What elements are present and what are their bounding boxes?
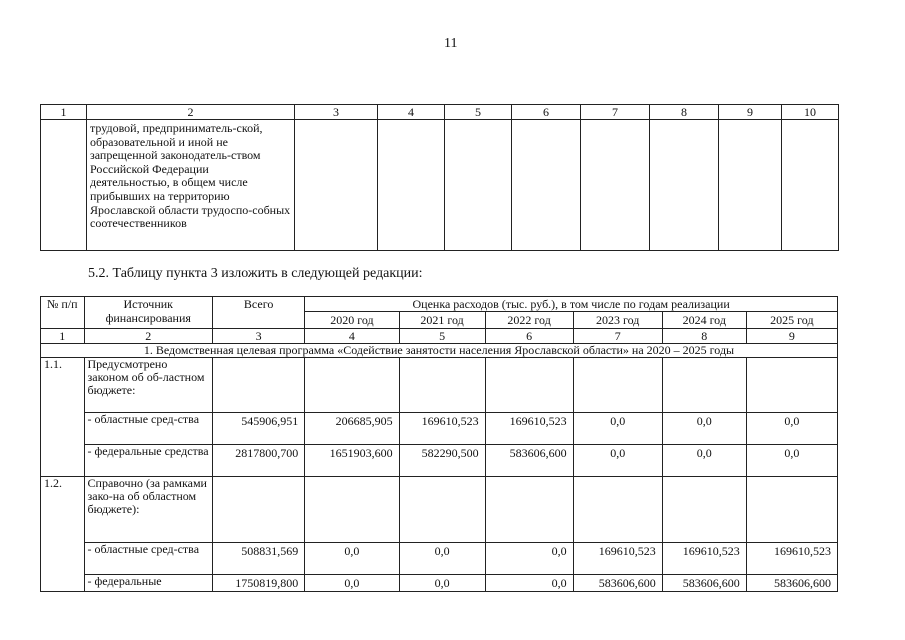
financing-table — [40, 296, 838, 592]
col-number: 8 — [650, 105, 719, 120]
year-header: 2023 год — [573, 312, 662, 329]
value-cell: 583606,600 — [662, 575, 746, 592]
header-source: Источник финансирования — [84, 297, 213, 329]
col-number: 1 — [41, 105, 87, 120]
value-cell: 169610,523 — [399, 413, 485, 445]
group-title: Предусмотрено законом об об-ластном бюджете: — [84, 358, 213, 413]
col-number: 4 — [305, 329, 399, 344]
value-cell: 169610,523 — [662, 543, 746, 575]
group-title: Справочно (за рамками зако-на об областном бюджете): — [84, 477, 213, 543]
col-number: 7 — [573, 329, 662, 344]
row-label: - федеральные — [84, 575, 213, 592]
col-number: 9 — [746, 329, 837, 344]
value-cell: 0,0 — [399, 543, 485, 575]
col-number: 3 — [295, 105, 378, 120]
header-total: Всего — [213, 297, 305, 329]
value-cell: 0,0 — [746, 413, 837, 445]
value-cell: 0,0 — [399, 575, 485, 592]
header-num: № п/п — [41, 297, 85, 329]
col-number: 4 — [378, 105, 445, 120]
page-number: 11 — [444, 36, 458, 51]
value-cell: 0,0 — [573, 413, 662, 445]
value-cell: 583606,600 — [573, 575, 662, 592]
year-header: 2024 год — [662, 312, 746, 329]
col-number: 2 — [84, 329, 213, 344]
col-number: 10 — [782, 105, 839, 120]
col-number: 5 — [399, 329, 485, 344]
col-number: 5 — [445, 105, 512, 120]
year-header: 2022 год — [485, 312, 573, 329]
table-row — [41, 575, 838, 592]
row-total: 508831,569 — [213, 543, 305, 575]
value-cell: 583606,600 — [746, 575, 837, 592]
value-cell: 0,0 — [746, 445, 837, 477]
group-number: 1.2. — [41, 477, 85, 592]
value-cell: 169610,523 — [573, 543, 662, 575]
value-cell: 1651903,600 — [305, 445, 399, 477]
col-number: 6 — [512, 105, 581, 120]
group-number: 1.1. — [41, 358, 85, 477]
section-title: 1. Ведомственная целевая программа «Содействие занятости населения Ярославской области» на 2020 – 2025 годы — [41, 344, 838, 358]
value-cell: 206685,905 — [305, 413, 399, 445]
col-number: 6 — [485, 329, 573, 344]
value-cell: 582290,500 — [399, 445, 485, 477]
col-number: 9 — [719, 105, 782, 120]
year-header: 2021 год — [399, 312, 485, 329]
row-label: - федеральные средства — [84, 445, 213, 477]
value-cell: 169610,523 — [746, 543, 837, 575]
table-row — [41, 543, 838, 575]
column-number-row — [41, 329, 838, 344]
table-row — [41, 413, 838, 445]
value-cell: 0,0 — [662, 445, 746, 477]
year-header: 2020 год — [305, 312, 399, 329]
row-total: 1750819,800 — [213, 575, 305, 592]
group-header-row — [41, 358, 838, 413]
section-row — [41, 344, 838, 358]
row-total: 545906,951 — [213, 413, 305, 445]
continuation-row — [41, 120, 839, 251]
header-row — [41, 297, 838, 312]
group-header-row — [41, 477, 838, 543]
continued-table — [40, 104, 839, 251]
value-cell: 583606,600 — [485, 445, 573, 477]
table-row — [41, 445, 838, 477]
col-number: 1 — [41, 329, 85, 344]
col-number: 7 — [581, 105, 650, 120]
col-number: 2 — [87, 105, 295, 120]
header-estimate: Оценка расходов (тыс. руб.), в том числе по годам реализации — [305, 297, 838, 312]
row-label: - областные сред-ства — [84, 413, 213, 445]
value-cell: 0,0 — [573, 445, 662, 477]
value-cell: 0,0 — [485, 575, 573, 592]
row-label: - областные сред-ства — [84, 543, 213, 575]
paragraph-5-2: 5.2. Таблицу пункта 3 изложить в следующей редакции: — [88, 266, 423, 281]
value-cell: 169610,523 — [485, 413, 573, 445]
continuation-text: трудовой, предприниматель-ской, образовательной и иной не запрещенной законодатель-ством Российской Федерации деятельностью, в общем числе прибывших на территорию Ярославской области трудоспо-собных соотечественников — [87, 120, 295, 251]
value-cell: 0,0 — [305, 575, 399, 592]
col-number: 8 — [662, 329, 746, 344]
col-number: 3 — [213, 329, 305, 344]
year-header: 2025 год — [746, 312, 837, 329]
column-number-row — [41, 105, 839, 120]
value-cell: 0,0 — [485, 543, 573, 575]
value-cell: 0,0 — [662, 413, 746, 445]
value-cell: 0,0 — [305, 543, 399, 575]
row-total: 2817800,700 — [213, 445, 305, 477]
